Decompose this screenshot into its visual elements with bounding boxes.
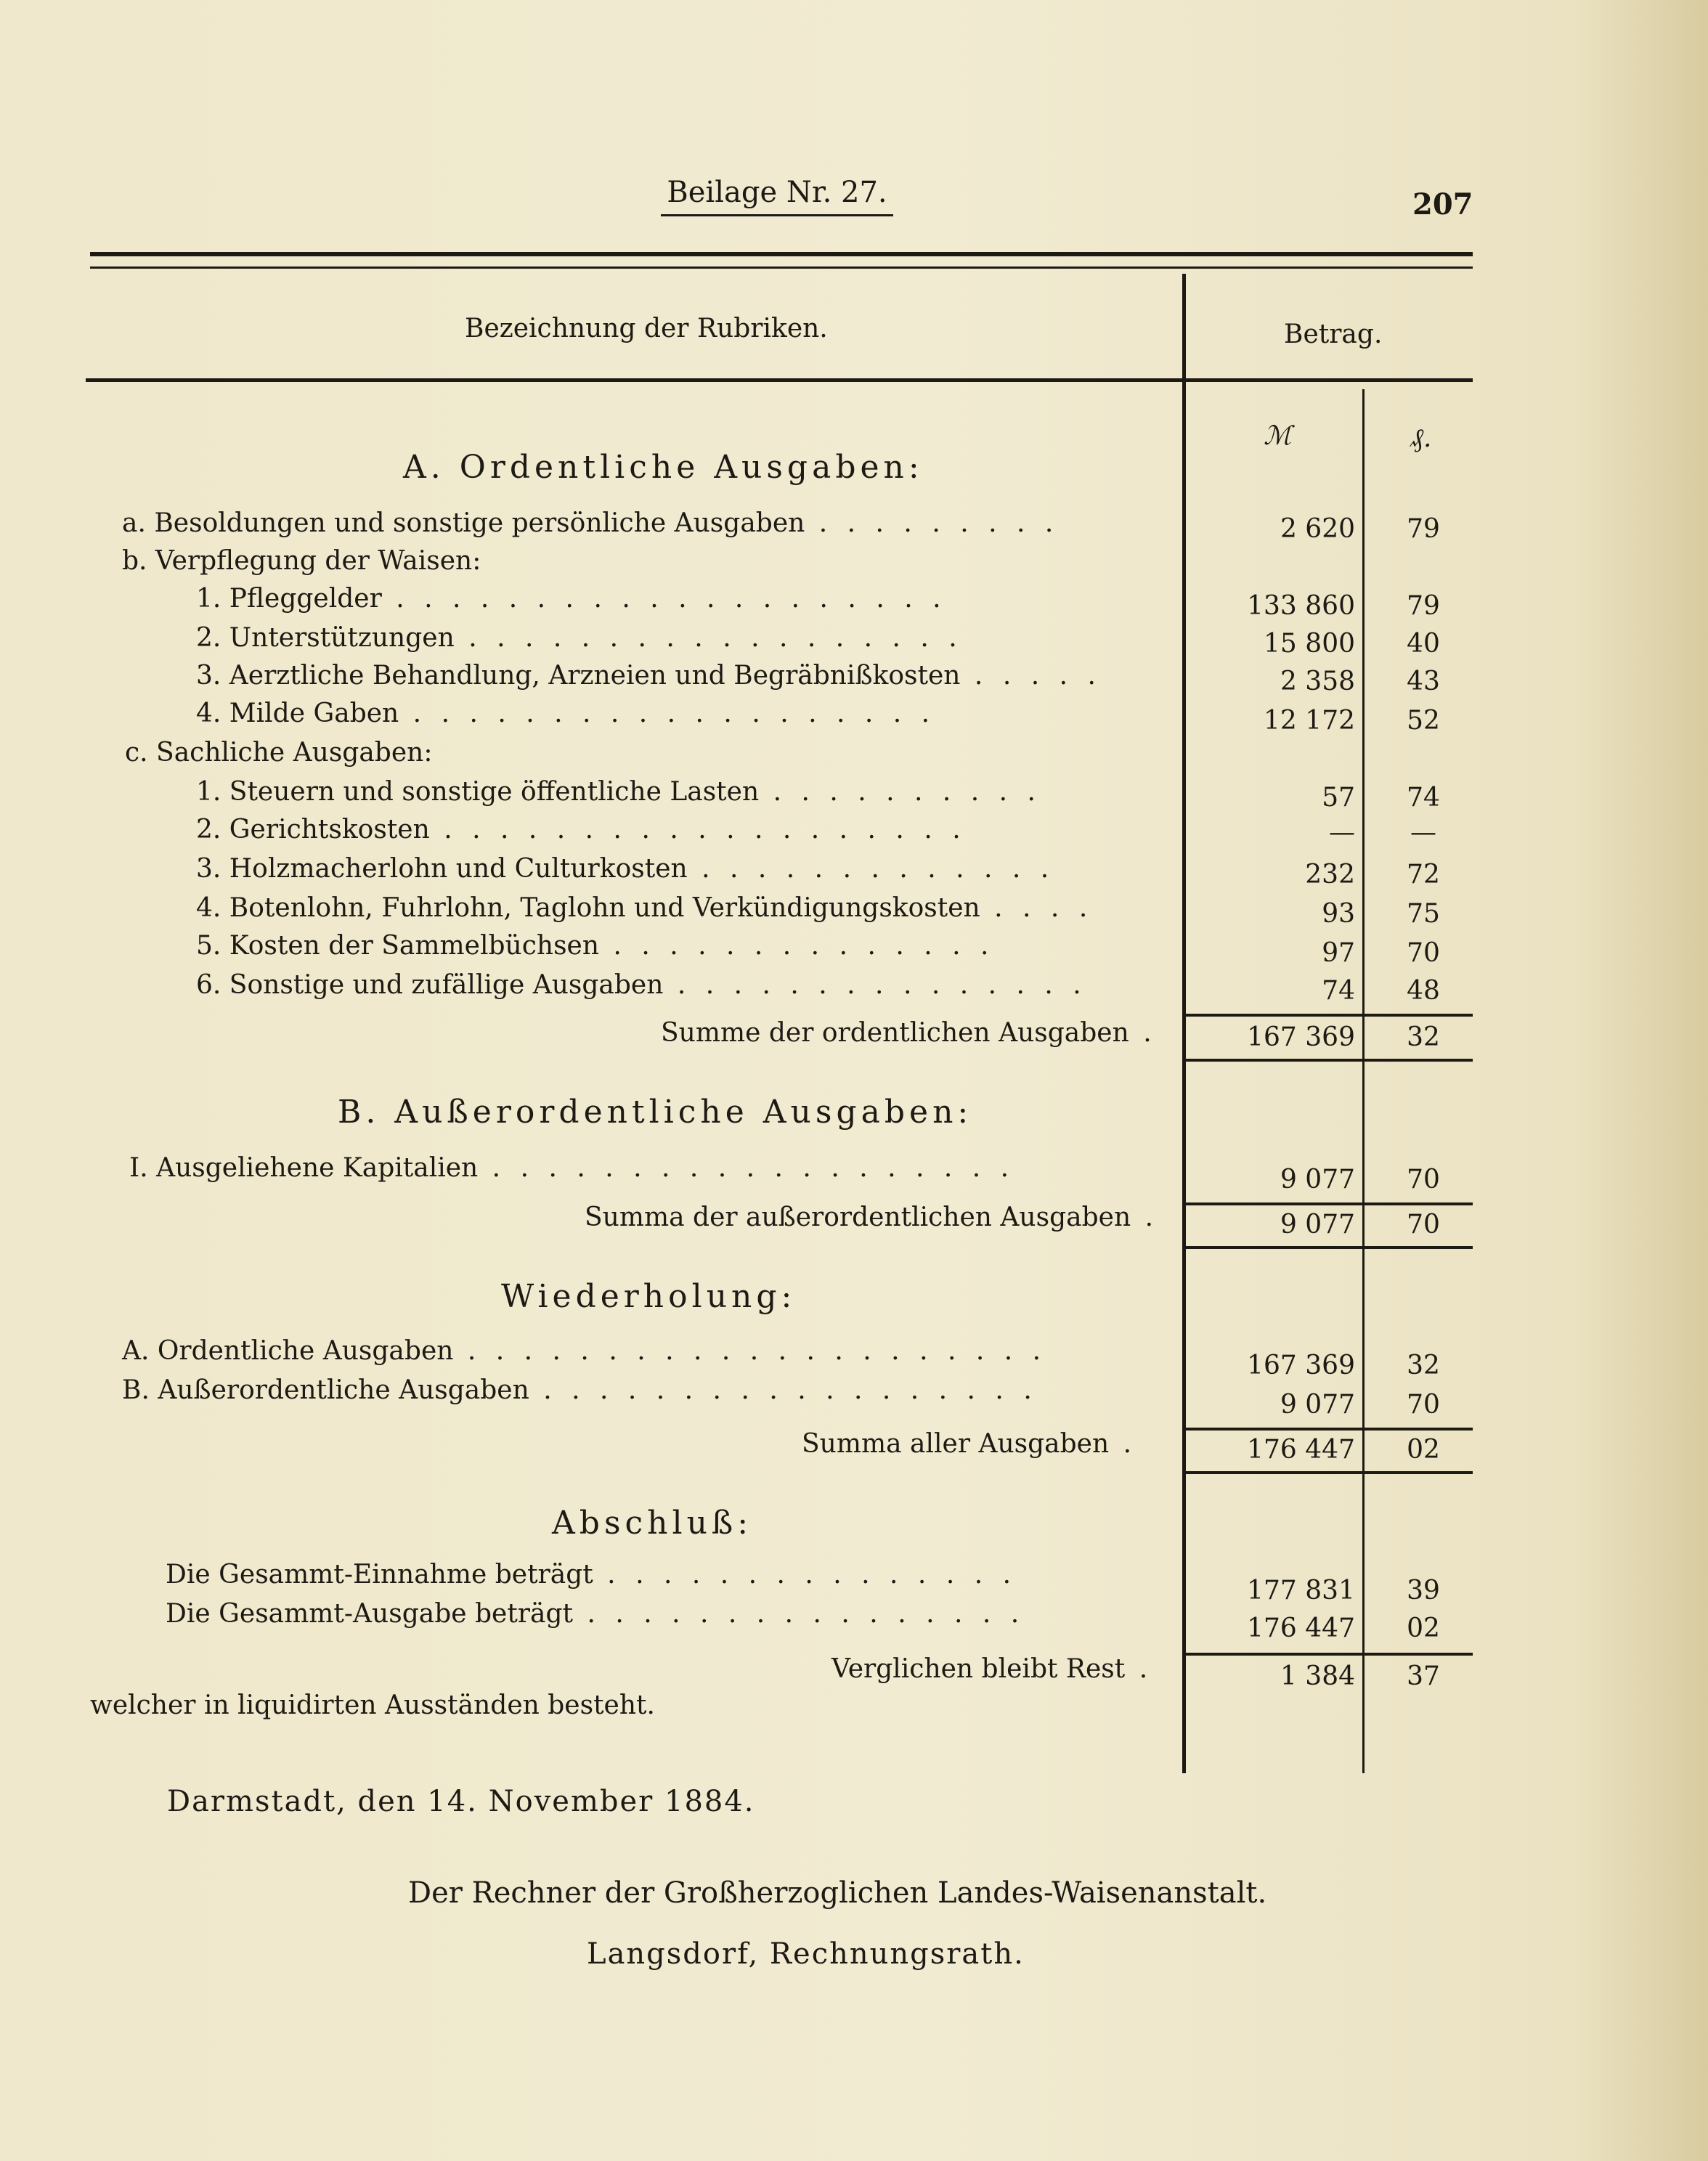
row-label [166,1560,1017,1590]
row-label [196,699,935,728]
amount-pf-dash: — [1410,818,1436,847]
row-label [196,777,1041,807]
row-label-text: 4. Botenlohn, Fuhrlohn, Taglohn und Verkündigungskosten [196,893,980,923]
leader-dots: . . . . . . . . . . . . . . [599,931,995,961]
amount-mark: 2 620 [1280,514,1355,544]
section-recap-title: Wiederholung: [501,1278,797,1315]
row-label [196,970,1087,1000]
row-label-text: 3. Holzmacherlohn und Culturkosten [196,854,688,884]
office-line: Der Rechner der Großherzoglichen Landes-Waisenanstalt. [408,1876,1267,1910]
amount-mark: 232 [1305,860,1355,890]
amount-pf: 70 [1407,1165,1440,1195]
leader-dots: . . . . . . . . . . . . . . . . . . . [429,815,967,845]
amount-pf: 74 [1407,783,1440,813]
amount-pf: 32 [1407,1351,1440,1380]
sum-rule [1185,1471,1473,1474]
amount-mark: 2 358 [1280,667,1355,696]
row-label [166,1599,1025,1629]
amount-mark: 97 [1322,938,1355,968]
row-label-text: b. Verpflegung der Waisen: [122,546,481,576]
leader-dots: . . . . . . . . . . . . . . . [593,1560,1017,1590]
row-label-text: 2. Gerichtskosten [196,815,430,845]
row-label-sum [661,1018,1158,1048]
leader-dots: . . . . . . . . . [805,508,1060,538]
row-label-text: B. Außerordentliche Ausgaben [122,1375,529,1405]
leader-dots: . . . . . [960,661,1102,691]
row-label [122,546,481,576]
row-label-text: 2. Unterstützungen [196,623,455,653]
row-label [196,584,947,614]
column-header-amount: Betrag. [1284,320,1383,349]
row-label-text: 3. Aerztliche Behandlung, Arzneien und Begräbnißkosten [196,661,961,691]
column-header-description: Bezeichnung der Rubriken. [465,314,828,343]
row-label-text: 6. Sonstige und zufällige Ausgaben [196,970,664,1000]
sum-rule [1185,1428,1473,1431]
section-extraordinary-title: B. Außerordentliche Ausgaben: [338,1094,973,1131]
amount-mark: 167 369 [1247,1351,1355,1380]
row-label [196,815,967,845]
amount-pf: 72 [1407,860,1440,890]
row-label [196,854,1054,884]
rest-pf: 37 [1407,1661,1440,1691]
leader-dots: . . . . . . . . . . . . . . . . . . . . [381,584,947,614]
amount-pf: 39 [1407,1576,1440,1606]
amount-mark-dash: — [1329,818,1355,847]
header-bottom-rule [86,378,1473,382]
leader-dots: . [1125,1654,1154,1684]
leader-dots: . . . . . . . . . . . . . . . . [573,1599,1025,1629]
amount-mark: 177 831 [1247,1576,1355,1606]
row-label-text: 1. Pfleggelder [196,584,382,614]
leader-dots: . . . . . . . . . . . . . . . . . . . . . [453,1336,1047,1366]
sum-pf-ordinary: 32 [1407,1022,1440,1052]
row-label-text: a. Besoldungen und sonstige persönliche Ausgaben [122,508,805,538]
row-label-text: 4. Milde Gaben [196,699,399,728]
amount-mark: 9 077 [1280,1390,1355,1420]
row-label [196,623,963,653]
amount-mark: 93 [1322,899,1355,929]
amount-pf: 75 [1407,899,1440,929]
amount-mark: 176 447 [1247,1613,1355,1643]
amount-pf: 79 [1407,514,1440,544]
row-label-text: c. Sachliche Ausgaben: [125,738,433,768]
amount-pf: 79 [1407,591,1440,621]
amount-mark: 133 860 [1247,591,1355,621]
amount-mark: 15 800 [1264,629,1355,659]
row-label [122,1336,1046,1366]
title-underline [661,214,893,216]
remark-text: welcher in liquidirten Ausständen besteht. [90,1690,655,1720]
place-date: Darmstadt, den 14. November 1884. [167,1785,755,1818]
row-label-text: 5. Kosten der Sammelbüchsen [196,931,600,961]
leader-dots: . [1131,1202,1160,1232]
sum-pf-all: 02 [1407,1435,1440,1465]
leader-dots: . . . . . . . . . . . . . . . . . . [454,623,963,653]
row-label-text: Die Gesammt-Ausgabe beträgt [166,1599,573,1629]
leader-dots: . . . . . . . . . . . . . . . . . . . [399,699,936,728]
sum-rule [1185,1246,1473,1249]
row-label-rest [831,1654,1153,1684]
top-rule-thick [90,252,1473,256]
row-label-sum [802,1429,1137,1459]
supplement-title: Beilage Nr. 27. [667,176,887,209]
row-label [196,931,994,961]
sum-rule [1185,1202,1473,1205]
row-label [125,738,432,768]
amount-pf: 40 [1407,629,1440,659]
column-divider-main [1182,274,1186,1773]
leader-dots: . . . . . . . . . . . . . . . [663,970,1087,1000]
row-label-text: 1. Steuern und sonstige öffentliche Lasten [196,777,760,807]
row-label [129,1153,1014,1183]
sum-label-all: Summa aller Ausgaben [802,1429,1110,1459]
row-label-text: I. Ausgeliehene Kapitalien [129,1153,479,1183]
sum-mark-all: 176 447 [1247,1435,1355,1465]
amount-pf: 52 [1407,706,1440,736]
row-label [122,508,1059,538]
row-label-text: Die Gesammt-Einnahme beträgt [166,1560,593,1590]
sum-mark-extraordinary: 9 077 [1280,1210,1355,1240]
leader-dots: . . . . . . . . . . . . . . . . . . [529,1375,1038,1405]
leader-dots: . [1128,1018,1158,1048]
section-close-title: Abschluß: [552,1505,753,1542]
sum-pf-extraordinary: 70 [1407,1210,1440,1240]
row-label-sum [585,1202,1159,1232]
leader-dots: . [1109,1429,1138,1459]
sum-rule [1185,1059,1473,1062]
rest-label: Verglichen bleibt Rest [831,1654,1126,1684]
sum-label-ordinary: Summe der ordentlichen Ausgaben [661,1018,1129,1048]
column-divider-pf [1362,389,1365,1773]
row-label [122,1375,1038,1405]
sum-mark-ordinary: 167 369 [1247,1022,1355,1052]
section-ordinary-title: A. Ordentliche Ausgaben: [403,449,924,486]
amount-pf: 70 [1407,938,1440,968]
amount-mark: 57 [1322,783,1355,813]
unit-pfennig-label: ₰. [1410,423,1432,453]
row-label [196,661,1102,691]
signature-line: Langsdorf, Rechnungsrath. [587,1937,1025,1971]
row-label-text: A. Ordentliche Ausgaben [122,1336,454,1366]
sum-label-extraordinary: Summa der außerordentlichen Ausgaben [585,1202,1131,1232]
top-rule-thin [90,266,1473,269]
row-label [196,893,1093,923]
leader-dots: . . . . . . . . . . . . . . . . . . . [478,1153,1015,1183]
unit-mark-label: ℳ [1264,421,1292,451]
amount-mark: 9 077 [1280,1165,1355,1195]
leader-dots: . . . . . . . . . . [759,777,1041,807]
leader-dots: . . . . . . . . . . . . . [687,854,1055,884]
page-number: 207 [1412,187,1473,221]
sum-rule [1185,1653,1473,1656]
leader-dots: . . . . [980,893,1094,923]
amount-pf: 70 [1407,1390,1440,1420]
amount-pf: 48 [1407,976,1440,1006]
rest-mark: 1 384 [1280,1661,1355,1691]
amount-mark: 12 172 [1264,706,1355,736]
amount-mark: 74 [1322,976,1355,1006]
sum-rule [1185,1014,1473,1017]
amount-pf: 43 [1407,667,1440,696]
amount-pf: 02 [1407,1613,1440,1643]
